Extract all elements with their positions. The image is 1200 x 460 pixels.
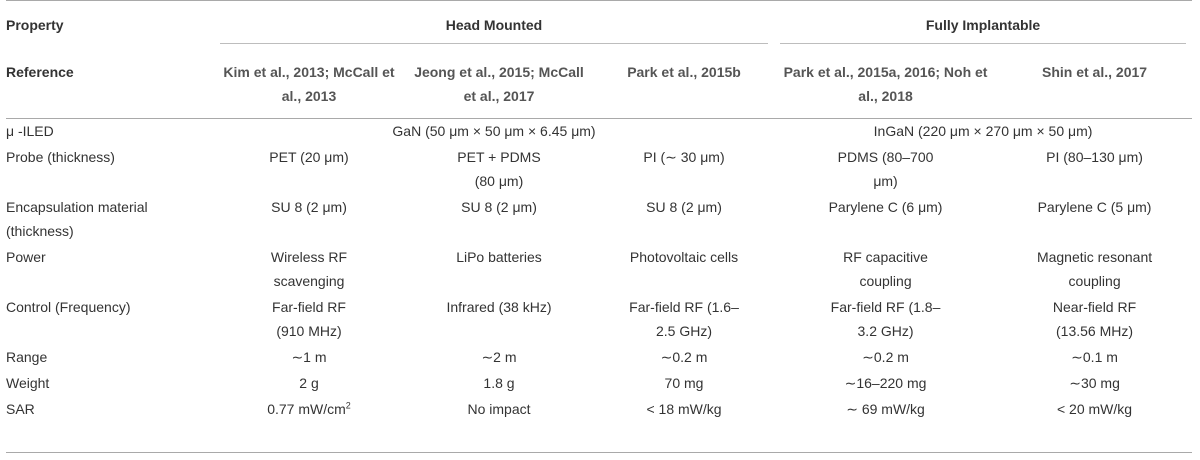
bottom-rule: [6, 452, 1192, 453]
row-label: Range: [6, 349, 48, 365]
table-cell: Parylene C (5 μm): [1037, 199, 1152, 215]
table-cell: GaN (50 μm × 50 μm × 6.45 μm): [392, 123, 596, 139]
table-row-weight: [6, 371, 1192, 397]
table-cell: PDMS (80–700 μm): [837, 149, 934, 189]
table-cell: PET + PDMS (80 μm): [457, 149, 541, 189]
table-cell: Photovoltaic cells: [629, 249, 739, 265]
table-cell: Far-field RF (1.6–2.5 GHz): [629, 299, 739, 339]
table-cell: PI (80–130 μm): [1046, 149, 1143, 165]
table-cell: ∼30 mg: [1069, 375, 1120, 391]
table-cell: ∼ 69 mW/kg: [846, 401, 925, 417]
table-row-encapsulation: [6, 195, 1192, 245]
table-row-probe: [6, 145, 1192, 195]
table-cell: ∼0.2 m: [660, 349, 708, 365]
table-cell: [214, 397, 404, 423]
table-cell: Wireless RF scavenging: [270, 249, 348, 289]
table-row-power: [6, 245, 1192, 295]
comparison-table: [6, 0, 1192, 423]
table-cell: Far-field RF (1.8–3.2 GHz): [830, 299, 941, 339]
table-cell: < 20 mW/kg: [1056, 401, 1133, 417]
table-row-iled: [6, 119, 1192, 145]
table-cell: SU 8 (2 μm): [646, 199, 722, 215]
reference-cell: Park et al., 2015b: [627, 64, 741, 80]
table-cell: No impact: [467, 401, 531, 417]
head-mounted-header: [214, 0, 774, 44]
table-cell: ∼1 m: [291, 349, 327, 365]
reference-cell: Shin et al., 2017: [1042, 64, 1148, 80]
table-cell: Infrared (38 kHz): [446, 299, 552, 315]
row-label: Weight: [6, 375, 50, 391]
table-cell: LiPo batteries: [456, 249, 542, 265]
table-cell: Magnetic resonant coupling: [1036, 249, 1153, 289]
row-label: Encapsulation material (thickness): [6, 199, 148, 239]
table-cell: RF capacitive coupling: [843, 249, 928, 289]
table-cell: SU 8 (2 μm): [271, 199, 347, 215]
row-label: Probe (thickness): [6, 149, 115, 165]
table-cell: 2 g: [299, 375, 319, 391]
property-header: Property: [6, 17, 64, 33]
fully-implantable-label: Fully Implantable: [780, 13, 1186, 44]
reference-header: Reference: [6, 64, 74, 80]
table-cell: InGaN (220 μm × 270 μm × 50 μm): [873, 123, 1093, 139]
table-row-control: [6, 295, 1192, 345]
table-cell: ∼2 m: [481, 349, 517, 365]
table-row-sar: [6, 397, 1192, 423]
superscript: 2: [345, 400, 351, 411]
reference-cell: Kim et al., 2013; McCall et al., 2013: [223, 64, 395, 104]
fully-implantable-header: [774, 0, 1192, 44]
table-cell: Near-field RF (13.56 MHz): [1052, 299, 1137, 339]
reference-row: [6, 44, 1192, 119]
table-cell: Parylene C (6 μm): [828, 199, 943, 215]
table-cell: SU 8 (2 μm): [461, 199, 537, 215]
table-cell: ∼0.2 m: [862, 349, 909, 365]
row-label: Power: [6, 249, 46, 265]
head-mounted-label: Head Mounted: [220, 13, 768, 44]
table-cell: 1.8 g: [483, 375, 515, 391]
table-row-range: [6, 345, 1192, 371]
table-cell: 70 mg: [664, 375, 704, 391]
group-header-row: [6, 0, 1192, 44]
table-cell: ∼0.1 m: [1071, 349, 1118, 365]
table-cell: PI (∼ 30 μm): [643, 149, 725, 165]
row-label: SAR: [6, 401, 35, 417]
reference-cell: Park et al., 2015a, 2016; Noh et al., 2018: [783, 64, 988, 104]
table-cell: Far-field RF (910 MHz): [272, 299, 346, 339]
sar-value-text: 0.77 mW/cm: [267, 401, 346, 417]
table-cell: < 18 mW/kg: [646, 401, 722, 417]
table-cell: ∼16–220 mg: [844, 375, 927, 391]
table-cell: PET (20 μm): [269, 149, 349, 165]
reference-cell: Jeong et al., 2015; McCall et al., 2017: [414, 64, 584, 104]
row-label: Control (Frequency): [6, 299, 131, 315]
row-label: μ -ILED: [6, 123, 54, 139]
